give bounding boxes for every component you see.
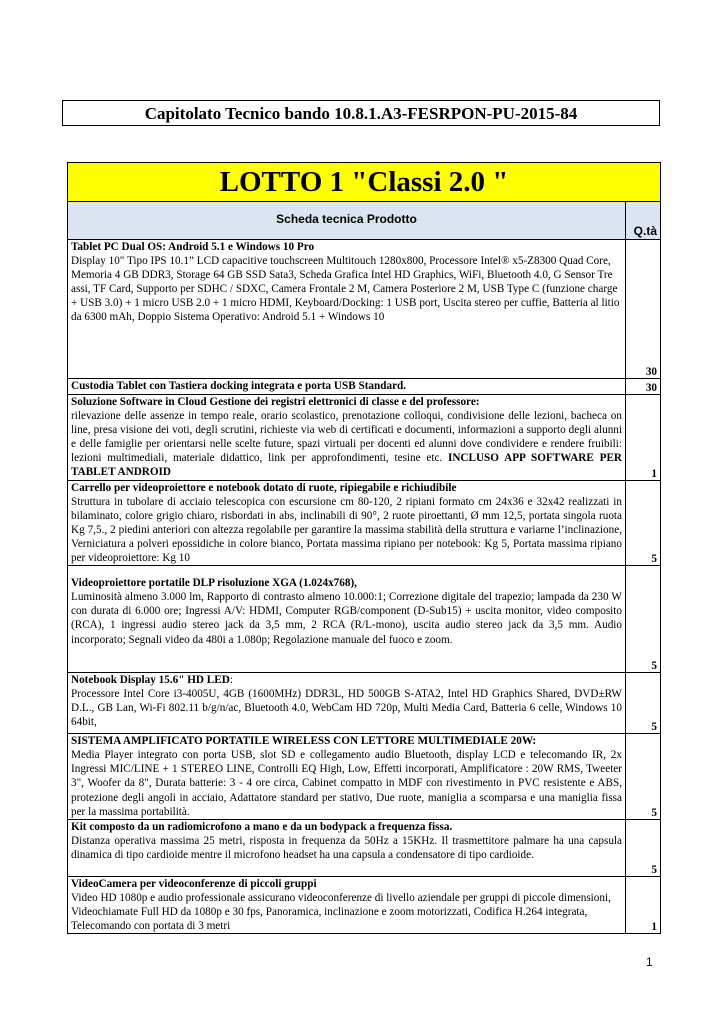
- product-description: [68, 480, 626, 566]
- product-title: Kit composto da un radiomicrofono a mano e da un bodypack a frequenza fissa.: [71, 820, 453, 833]
- product-quantity: 5: [626, 480, 661, 566]
- product-title: Videoproiettore portatile DLP risoluzione XGA (1.024x768),: [71, 577, 357, 590]
- table-row: [68, 566, 661, 673]
- product-table: [67, 162, 661, 934]
- table-row: [68, 876, 661, 933]
- product-title: SISTEMA AMPLIFICATO PORTATILE WIRELESS CON LETTORE MULTIMEDIALE 20W:: [71, 735, 537, 748]
- lotto-row: [68, 163, 661, 202]
- product-quantity: 30: [626, 240, 661, 379]
- product-title: Soluzione Software in Cloud Gestione dei registri elettronici di classe e del professore:: [71, 396, 480, 408]
- table-row: [68, 734, 661, 820]
- product-body: Distanza operativa massima 25 metri, risposta in frequenza da 50Hz a 15KHz. Il trasmettitore palmare ha una capsula dinamica di tipo cardioide mentre il microfono headset ha una capsula a condensatore di tipo cardioide.: [71, 834, 622, 861]
- product-description: [68, 566, 626, 673]
- product-body: Display 10" Tipo IPS 10.1” LCD capacitive touchscreen Multitouch 1280x800, Processore Intel® x5-Z8300 Quad Core, Memoria 4 GB DDR3, Storage 64 GB SSD Sata3, Scheda Grafica Intel HD Graphics, WiFi, Bluetooth 4.0, G Sensor Tre assi, TF Card, Supporto per SDHC / SDXC, Camera Frontale 2 M, Camera Posteriore 2 M, USB Type C (funzione charge + USB 3.0) + 1 micro USB 2.0 + 1 micro HDMI, Keyboard/Docking: 1 USB port, Uscita stereo per cuffie, Batteria al litio da 6300 mAh, Doppio Sistema Operativo: Android 5.1 + Windows 10: [71, 255, 620, 324]
- product-description: [68, 734, 626, 820]
- table-row: [68, 673, 661, 734]
- product-quantity: 1: [626, 395, 661, 481]
- header-row: [68, 202, 661, 240]
- product-description: [68, 819, 626, 876]
- product-title: Notebook Display 15.6" HD LED: [71, 674, 230, 687]
- product-body: Processore Intel Core i3-4005U, 4GB (1600MHz) DDR3L, HD 500GB S-ATA2, Intel HD Graphics Shared, DVD±RW D.L., GB Lan, Wi-Fi 802.11 b/g/n/ac, Bluetooth 4.0, WebCam HD 720p, Multi Media Card, Batteria 6 celle, Windows 10 64bit,: [71, 688, 622, 729]
- product-title: Custodia Tablet con Tastiera docking integrata e porta USB Standard.: [71, 380, 407, 392]
- product-quantity: 5: [626, 734, 661, 820]
- product-body: Struttura in tubolare di acciaio telescopica con escursione cm 80-120, 2 ripiani formato cm 24x36 e 32x42 realizzati in bilaminato, colore grigio chiaro, risbordati in abs, inclinabili di 90°, 2 ruote piroettanti, Ø mm 12,5, portata singola ruota Kg 7,5., 2 piedini anteriori con altezza regolabile per garantire la massima stabilità della struttura e variarne l’inclinazione, Verniciatura a polveri epossidiche in colore bianco, Portata massima ripiano per notebook: Kg 5, Portata massima ripiano per videoproiettore: Kg 10: [71, 495, 622, 565]
- product-description: Notebook Display 15.6" HD LED: Processore Intel Core i3-4005U, 4GB (1600MHz) DDR3L, HD 500GB S-ATA2, Intel HD Graphics Shared, DVD±RW D.L., GB Lan, Wi-Fi 802.11 b/g/n/ac, Bluetooth 4.0, WebCam HD 720p, Multi Media Card, Batteria 6 celle, Windows 10 64bit,: [68, 673, 626, 734]
- product-title: Tablet PC Dual OS: Android 5.1 e Windows 10 Pro: [71, 241, 315, 253]
- product-quantity: 5: [626, 566, 661, 673]
- product-title: VideoCamera per videoconferenze di piccoli gruppi: [71, 877, 317, 890]
- scheda-header: Scheda tecnica Prodotto: [68, 202, 626, 240]
- product-description: [68, 379, 626, 395]
- product-description: [68, 395, 626, 481]
- table-row: [68, 819, 661, 876]
- document-title: Capitolato Tecnico bando 10.8.1.A3-FESRPON-PU-2015-84: [62, 100, 660, 126]
- product-quantity: 1: [626, 876, 661, 933]
- table-row: [68, 395, 661, 481]
- product-body: Video HD 1080p e audio professionale assicurano videoconferenze di livello aziendale per gruppi di piccole dimensioni, Videochiamate Full HD da 1080p e 30 fps, Panoramica, inclinazione e zoom motorizzati, Codifica H.264 integrata, Telecomando con portata di 3 metri: [71, 891, 611, 932]
- product-body: rilevazione delle assenze in tempo reale, orario scolastico, prenotazione colloqui, condivisione delle lezioni, bacheca on line, presa visione dei voti, degli scrutini, richieste via web di certificati e documenti, informazioni a supporto degli alunni e delle famiglie per orientarsi nelle scelte future, spazi virtuali per docenti ed alunni dove condividere e rendere fruibili: lezioni multimediali, materiale didattico, link per approfondimenti, tesine etc.: [71, 410, 622, 465]
- lotto-title: LOTTO 1 "Classi 2.0 ": [68, 163, 661, 202]
- qta-header: Q.tà: [626, 202, 661, 240]
- product-body: Media Player integrato con porta USB, slot SD e collegamento audio Bluetooth, display LCD e telecomando IR, 2x Ingressi MIC/LINE + 1 STEREO LINE, Controlli EQ High, Low, Effetti incorporati, Amplificatore : 20W RMS, Tweeter 3", Woofer da 8", Durata batterie: 3 - 4 ore circa, Cabinet compatto in MDF con rivestimento in PVC resistente e ABS, protezione degli angoli in acciaio, Adattatore standard per stativo, Due ruote, maniglia a scomparsa e una maniglia fissa per la massima portabilità.: [71, 749, 622, 818]
- product-quantity: 5: [626, 819, 661, 876]
- product-body: Luminosità almeno 3.000 lm, Rapporto di contrasto almeno 10.000:1; Correzione digitale del trapezio; lampada da 230 W con durata di 6.000 ore; Ingressi A/V: HDMI, Computer RGB/component (D-Sub15) + uscita monitor, video composito (RCA), 1 ingressi audio stereo jack da 3,5 mm, 2 RCA (R/L-mono), uscita audio stereo jack da 3,5 mm. Audio incorporato; Segnali video da 480i a 1.080p; Regolazione manuale del fuoco e zoom.: [71, 591, 622, 646]
- product-body-emphasis: INCLUSO APP SOFTWARE PER TABLET ANDROID: [71, 452, 622, 479]
- table-row: [68, 240, 661, 379]
- table-row: [68, 480, 661, 566]
- product-description: [68, 240, 626, 379]
- product-description: [68, 876, 626, 933]
- table-row: [68, 379, 661, 395]
- product-title: Carrello per videoproiettore e notebook dotato di ruote, ripiegabile e richiudibile: [71, 481, 457, 494]
- product-quantity: 30: [626, 379, 661, 395]
- product-quantity: 5: [626, 673, 661, 734]
- page-number: 1: [646, 955, 653, 969]
